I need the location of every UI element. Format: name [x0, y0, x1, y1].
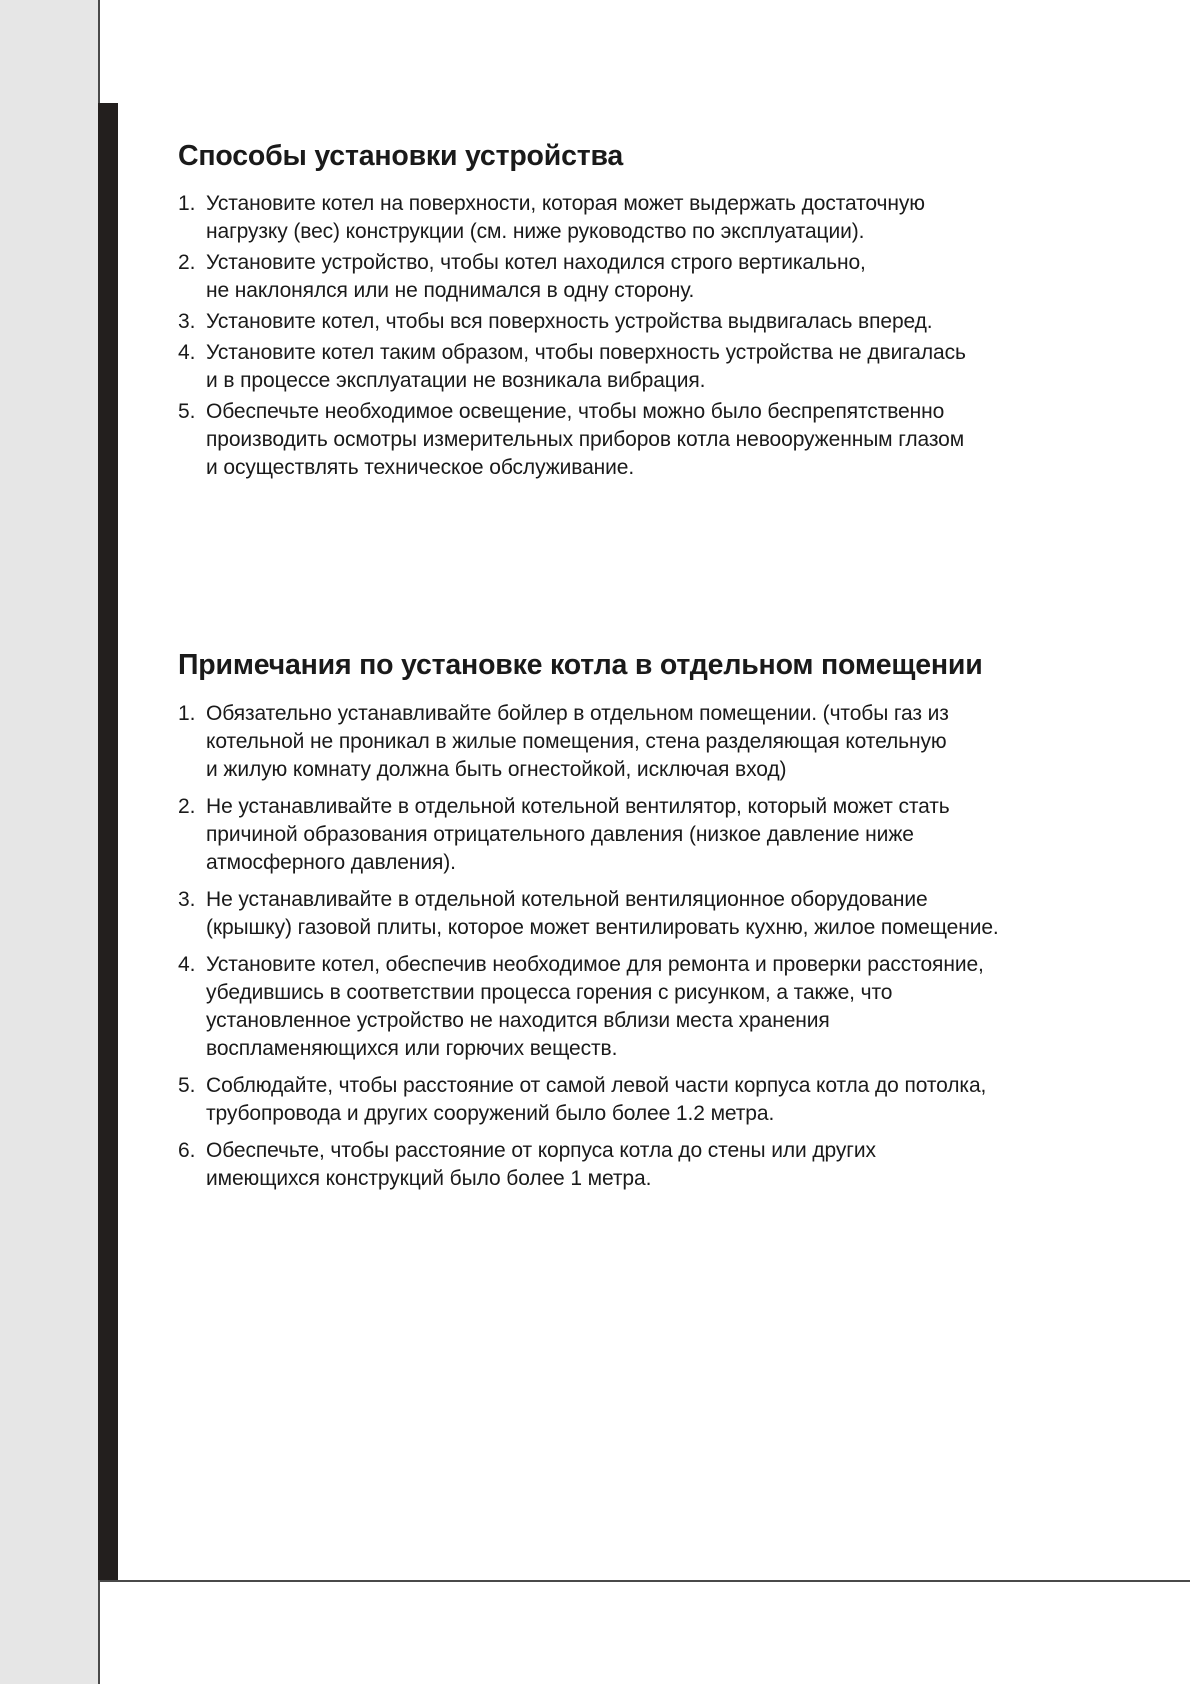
item-text-line: нагрузку (вес) конструкции (см. ниже руководство по эксплуатации).	[206, 220, 865, 243]
item-text-line: и в процессе эксплуатации не возникала вибрация.	[206, 369, 706, 392]
item-text-line: Соблюдайте, чтобы расстояние от самой левой части корпуса котла до потолка,	[206, 1074, 987, 1097]
item-number: 2.	[178, 795, 196, 818]
item-number: 1.	[178, 192, 196, 215]
item-number: 6.	[178, 1139, 196, 1162]
item-number: 4.	[178, 341, 196, 364]
notes-list	[178, 700, 1138, 1193]
item-number: 4.	[178, 953, 196, 976]
item-text-line: Установите котел таким образом, чтобы поверхность устройства не двигалась	[206, 341, 966, 364]
item-text-line: (крышку) газовой плиты, которое может вентилировать кухню, жилое помещение.	[206, 916, 999, 939]
list-item	[178, 951, 1138, 1063]
list-item	[178, 793, 1138, 877]
page-left-margin	[0, 0, 100, 1684]
item-number: 5.	[178, 1074, 196, 1097]
item-text-line: трубопровода и других сооружений было более 1.2 метра.	[206, 1102, 775, 1125]
item-text-line: Обеспечьте, чтобы расстояние от корпуса котла до стены или других	[206, 1139, 876, 1162]
item-text-line: установленное устройство не находится вблизи места хранения	[206, 1009, 830, 1032]
item-text-line: атмосферного давления).	[206, 851, 456, 874]
item-text-line: котельной не проникал в жилые помещения, стена разделяющая котельную	[206, 730, 947, 753]
installation-methods-section	[178, 136, 1138, 485]
item-number: 3.	[178, 888, 196, 911]
list-item	[178, 398, 1138, 482]
item-number: 3.	[178, 310, 196, 333]
item-text-line: и осуществлять техническое обслуживание.	[206, 456, 635, 479]
section-title: Примечания по установке котла в отдельном помещении	[178, 649, 983, 681]
item-text-line: и жилую комнату должна быть огнестойкой, исключая вход)	[206, 758, 787, 781]
section-title: Способы установки устройства	[178, 140, 624, 172]
instruction-list	[178, 190, 1138, 482]
list-item	[178, 1072, 1138, 1128]
item-text-line: Установите котел, чтобы вся поверхность устройства выдвигалась вперед.	[206, 310, 933, 333]
side-accent-bar	[98, 103, 118, 1581]
list-item	[178, 249, 1138, 305]
item-text-line: причиной образования отрицательного давления (низкое давление ниже	[206, 823, 914, 846]
item-text-line: производить осмотры измерительных приборов котла невооруженным глазом	[206, 428, 965, 451]
item-text-line: воспламеняющихся или горючих веществ.	[206, 1037, 618, 1060]
item-number: 1.	[178, 702, 196, 725]
item-number: 2.	[178, 251, 196, 274]
list-item	[178, 339, 1138, 395]
item-number: 5.	[178, 400, 196, 423]
list-item	[178, 308, 1138, 336]
item-text-line: имеющихся конструкций было более 1 метра.	[206, 1167, 652, 1190]
list-item	[178, 1137, 1138, 1193]
item-text-line: Установите котел на поверхности, которая может выдержать достаточную	[206, 192, 925, 215]
bottom-divider	[98, 1580, 1190, 1582]
list-item	[178, 886, 1138, 942]
item-text-line: Установите котел, обеспечив необходимое для ремонта и проверки расстояние,	[206, 953, 984, 976]
separate-room-notes-section	[178, 645, 1138, 1202]
item-text-line: Установите устройство, чтобы котел находился строго вертикально,	[206, 251, 866, 274]
list-item	[178, 190, 1138, 246]
item-text-line: не наклонялся или не поднимался в одну сторону.	[206, 279, 695, 302]
list-item	[178, 700, 1138, 784]
item-text-line: Обеспечьте необходимое освещение, чтобы можно было беспрепятственно	[206, 400, 945, 423]
item-text-line: Не устанавливайте в отдельной котельной вентиляционное оборудование	[206, 888, 928, 911]
item-text-line: Обязательно устанавливайте бойлер в отдельном помещении. (чтобы газ из	[206, 702, 949, 725]
item-text-line: убедившись в соответствии процесса горения с рисунком, а также, что	[206, 981, 893, 1004]
item-text-line: Не устанавливайте в отдельной котельной вентилятор, который может стать	[206, 795, 950, 818]
